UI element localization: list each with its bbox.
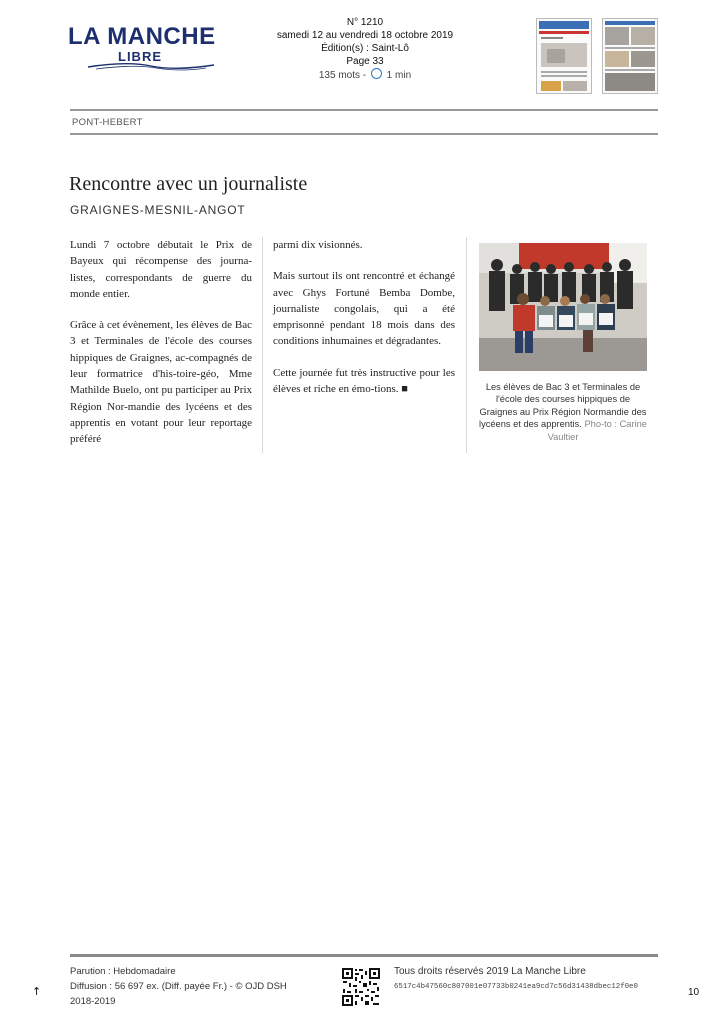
page-number: 10 (688, 987, 700, 998)
document-hash: 6517c4b47560c807001e07733b0241ea9cd7c56d31438dbec12f0e0 (394, 983, 638, 991)
paragraph: parmi dix visionnés. (273, 239, 363, 251)
article-photo[interactable] (479, 243, 647, 371)
newspaper-logo (68, 24, 218, 72)
column-divider (466, 237, 467, 453)
paragraph: Cette journée fut très instructive pour les élèves et riche en émo-tions. ■ (273, 366, 455, 396)
group-photo-graphic (479, 243, 647, 371)
scroll-up-arrow-icon[interactable]: ↑ (32, 985, 42, 998)
copyright-text: Tous droits réservés 2019 La Manche Libre (394, 966, 586, 977)
thumbnail-2-graphic (603, 19, 657, 93)
photo-caption (479, 381, 647, 443)
header-rule-bottom (70, 133, 658, 135)
diffusion-years: 2018-2019 (70, 996, 116, 1007)
paragraph: Grâce à cet évènement, les élèves de Bac 3 et Terminales de l'école des courses hippiques de Graignes, ac-compagnés de leur formatrice d'his-toire-géo, Mme Mathilde Buelo, ont pu participer au Prix Région Nor-mandie des lycéens et des apprentis en votant pour leur reportage préféré (70, 319, 252, 446)
caption-text: Les élèves de Bac 3 et Terminales de l'école des courses hippiques de Graignes au Prix Région Normandie des lycéens et des apprentis. (479, 382, 647, 430)
page-thumbnail-2[interactable] (602, 18, 658, 94)
rubric: PONT-HEBERT (72, 117, 143, 128)
reading-info (250, 68, 480, 82)
word-count: 135 mots - (318, 70, 367, 81)
issue-meta (250, 16, 480, 82)
photo-credit: Pho-to : Carine Vaultier (547, 419, 647, 442)
footer-distribution (70, 964, 287, 1009)
diffusion-text: Diffusion : 56 697 ex. (Diff. payée Fr.) - © OJD DSH (70, 981, 287, 992)
thumbnail-1-graphic (537, 19, 591, 93)
qr-code-graphic (341, 967, 381, 1007)
issue-edition: Édition(s) : Saint-Lô (321, 43, 409, 54)
issue-dates: samedi 12 au vendredi 18 octobre 2019 (276, 30, 454, 41)
footer-rule (70, 954, 658, 957)
paragraph: Lundi 7 octobre débutait le Prix de Bayeux qui récompense des journa-listes, correspondants de guerre du monde entier. (70, 239, 252, 300)
article-column-1 (70, 237, 252, 463)
parution-text: Parution : Hebdomadaire (70, 966, 176, 977)
logo-swoosh (86, 61, 216, 71)
article-column-2 (273, 237, 455, 412)
logo-top-text: LA MANCHE (68, 23, 216, 50)
paragraph: Mais surtout ils ont rencontré et échangé avec Ghys Fortuné Bemba Dombe, journaliste congolais, qui a été emprisonné pendant 18 mois dans des conditions inhumaines et dégradantes. (273, 270, 455, 348)
qr-code-icon[interactable] (341, 967, 381, 1007)
header-rule-top (70, 109, 658, 111)
logo-bottom-text: LIBRE (118, 49, 162, 64)
issue-number: N° 1210 (346, 17, 384, 28)
column-divider (262, 237, 263, 453)
article-location: GRAIGNES-MESNIL-ANGOT (70, 203, 246, 217)
read-time: 1 min (386, 70, 412, 81)
issue-page: Page 33 (346, 56, 384, 67)
page-thumbnail-1[interactable] (536, 18, 592, 94)
article-title: Rencontre avec un journaliste (69, 173, 308, 195)
clock-icon (371, 68, 382, 79)
